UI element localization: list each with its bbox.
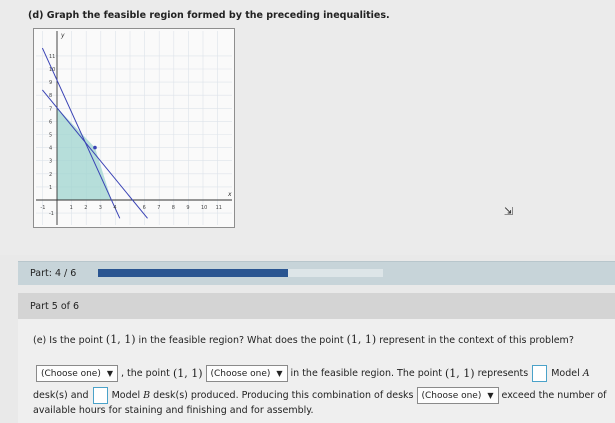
x-tick-label: 11 bbox=[215, 205, 222, 211]
part-5-label: Part 5 of 6 bbox=[30, 301, 80, 312]
x-tick-label: -1 bbox=[40, 205, 46, 211]
y-tick-label: 1 bbox=[49, 184, 53, 191]
feasibility-dropdown[interactable] bbox=[36, 365, 118, 382]
dropdown-value: (Choose one) bbox=[210, 369, 271, 379]
part-progress-bar bbox=[18, 261, 615, 285]
answer-text: desk(s) produced. Producing this combination of desks bbox=[153, 390, 414, 401]
feasible-region-graph[interactable] bbox=[33, 28, 235, 228]
y-tick-label: 2 bbox=[49, 171, 53, 178]
point-label: (1, 1) bbox=[445, 367, 475, 380]
model-b-label: B bbox=[143, 390, 151, 401]
dropdown-value: (Choose one) bbox=[41, 369, 101, 379]
point-label: (1, 1) bbox=[172, 367, 203, 380]
x-tick-label: 6 bbox=[142, 205, 146, 211]
y-tick-label: 8 bbox=[49, 93, 53, 100]
y-tick-label: 4 bbox=[49, 145, 53, 152]
answer-line-3: available hours for staining and finishing and for assembly. bbox=[33, 405, 314, 416]
dropdown-arrow-icon: ▼ bbox=[487, 391, 494, 400]
progress-fill bbox=[98, 269, 288, 277]
question-suffix: represent in the context of this problem? bbox=[379, 335, 574, 346]
x-tick-label: 10 bbox=[201, 205, 208, 211]
progress-track bbox=[98, 269, 383, 277]
x-tick-label: 3 bbox=[98, 205, 102, 211]
part-5-header bbox=[18, 293, 615, 319]
part-progress-label: Part: 4 / 6 bbox=[30, 268, 77, 279]
y-tick-label: 3 bbox=[49, 158, 53, 165]
answer-text: exceed the number of bbox=[501, 390, 607, 401]
y-tick-label: 5 bbox=[49, 132, 53, 139]
dropdown-arrow-icon: ▼ bbox=[276, 369, 283, 378]
y-tick-label: -1 bbox=[49, 211, 54, 218]
graph-svg bbox=[34, 29, 234, 227]
answer-text: Model bbox=[551, 368, 580, 379]
answer-text: in the feasible region. The point bbox=[290, 368, 442, 379]
vertex-point bbox=[93, 146, 97, 150]
x-axis-label: x bbox=[228, 191, 232, 198]
dropdown-value: (Choose one) bbox=[421, 391, 482, 401]
x-tick-label: 7 bbox=[157, 205, 161, 211]
answer-text: represents bbox=[477, 368, 529, 379]
x-tick-label: 2 bbox=[84, 205, 88, 211]
point-label: (1, 1) bbox=[346, 333, 377, 346]
x-tick-label: 4 bbox=[113, 205, 117, 211]
answer-text: desk(s) and bbox=[33, 390, 89, 401]
model-a-count-input[interactable] bbox=[532, 365, 547, 382]
y-tick-label: 11 bbox=[49, 53, 56, 60]
x-tick-label: 1 bbox=[69, 205, 73, 211]
answer-line-1 bbox=[33, 365, 590, 382]
model-b-count-input[interactable] bbox=[93, 387, 108, 404]
y-tick-label: 10 bbox=[49, 67, 56, 73]
part-d-title: (d) Graph the feasible region formed by the preceding inequalities. bbox=[28, 10, 390, 21]
answer-text: , the point bbox=[121, 368, 170, 379]
dropdown-arrow-icon: ▼ bbox=[106, 369, 114, 378]
exceed-dropdown[interactable] bbox=[417, 387, 499, 404]
y-tick-label: 7 bbox=[49, 106, 53, 113]
x-tick-label: 9 bbox=[186, 205, 190, 211]
part-e-content bbox=[18, 319, 615, 423]
in-region-dropdown[interactable] bbox=[206, 365, 288, 382]
question-e-text bbox=[33, 333, 574, 346]
answer-text: Model bbox=[111, 390, 141, 401]
point-label: (1, 1) bbox=[105, 333, 136, 346]
y-axis-label: y bbox=[61, 32, 65, 39]
mouse-cursor-icon: ⇲ bbox=[504, 205, 514, 218]
y-tick-label: 9 bbox=[49, 80, 53, 87]
answer-line-2 bbox=[33, 387, 606, 404]
model-a-label: A bbox=[582, 368, 590, 379]
question-prefix: (e) Is the point bbox=[33, 335, 103, 346]
question-mid: in the feasible region? What does the point bbox=[138, 335, 344, 346]
y-tick-label: 6 bbox=[49, 119, 53, 126]
x-tick-label: 8 bbox=[171, 205, 175, 211]
